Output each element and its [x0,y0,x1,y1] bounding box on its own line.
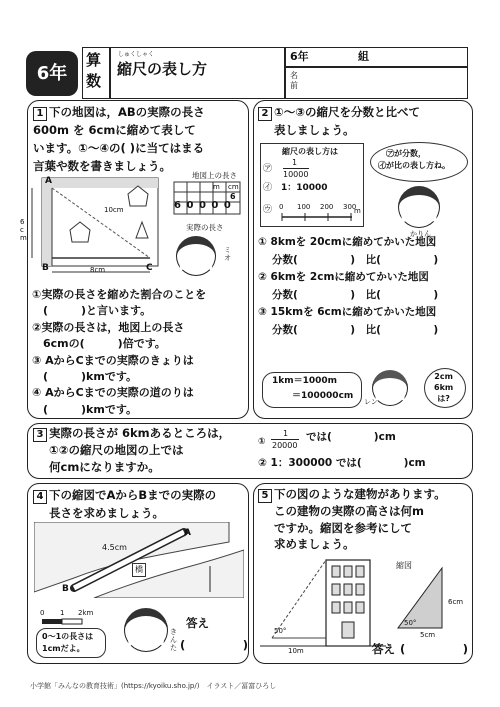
q1-items [32,287,206,418]
title-ruby: しゅくしゃく [118,51,155,58]
scale-tick-100: 100 [297,203,311,211]
karin-character [398,186,440,228]
q5-line: 求めましょう。 [274,537,355,551]
q1-item: ④ AからCまでの実際の道のりは [32,386,194,400]
q2-scale-bar [280,212,360,222]
map-diag-label: 10cm [104,206,124,214]
q4-scale-tick-2: 2km [78,609,94,617]
scale-unit-m: m [354,207,361,215]
map-point-c: C [146,263,153,273]
scale-fraction-num: 1 [292,158,298,167]
q5-tri-base: 5cm [420,631,436,639]
digit: 0 [211,200,224,211]
q5-line: 下の図のような建物があります。 [274,487,446,501]
ren-name: レン [364,398,378,406]
class-label: 6年 [290,50,309,63]
map-side-label: 6cm [20,218,27,242]
kinta-name: きんた [170,628,177,652]
q2-answer-blank[interactable]: 分数( ) 比( ) [272,253,439,266]
page-title: 縮尺の表し方 [117,60,208,78]
q1-line: 下の地図は，ABの実際の長さ [49,105,205,119]
note-line: 0～1の長さは [42,632,94,641]
q4-prompt [33,486,216,522]
q2-number: 2 [258,107,272,121]
name-section-divider [284,47,286,99]
q5-ground-label: 10m [288,647,304,655]
q3-a1-num: 1 [283,429,289,438]
q3-prompt [33,425,230,476]
q3-a2-answer[interactable]: ② 1：300000 では( )cm [258,457,426,469]
q3-a1-answer[interactable]: では( )cm [306,431,396,443]
q4-line: 下の縮図でAからBまでの実際の [49,488,217,502]
q3-line: 何cmになりますか。 [49,460,160,474]
scale-ratio: 1：10000 [281,183,328,193]
mark-u: ㋒ [263,205,273,215]
title-divider [109,47,111,99]
scale-tick-0: 0 [279,203,284,211]
bubble-line: は? [437,394,450,403]
scale-caption-top: 地図上の長さ [192,171,237,180]
mark-a: ㋐ [263,164,273,174]
digit: 6 [174,200,187,211]
q2-answer-blank[interactable]: 分数( ) 比( ) [272,323,439,336]
bubble-line: 2cm [434,372,453,381]
q5-line: ですか。縮図を参考にして [274,520,412,535]
q2-prompt [258,103,420,139]
bubble-line-2: ㋑が比の表し方ね。 [378,161,450,170]
q2-items [258,234,438,339]
q5-tri-height: 6cm [448,598,464,606]
mio-character [176,236,216,276]
q3-a1-marker: ① [258,437,266,447]
ren-bubble-text [434,371,453,404]
map-point-b: B [42,263,49,273]
bubble-line-1: ㋐が分数， [386,149,426,158]
scale-box-title: 縮尺の表し方は [282,147,338,156]
note-line: 1cmだよ。 [42,644,85,653]
q1-item: ②実際の長さは，地図上の長さ [32,320,185,334]
q1-item: ③ AからCまでの実際のきょりは [32,353,194,367]
hint-line-1: 1km＝1000m [272,376,338,386]
q1-item: ①実際の長さを縮めた割合のことを [32,288,207,301]
q2-item: ② 6kmを 2cmに縮めてかいた地図 [258,271,429,283]
q4-number: 4 [33,490,47,504]
map-bottom-label: 8cm [90,266,106,274]
q3-a1-den: 20000 [272,441,298,450]
q3-line: ①②の縮尺の地図の上では [49,443,184,457]
q5-answer-blank[interactable]: ( ) [400,642,469,656]
scale-tick-300: 300 [343,203,357,211]
q4-vertical-scale [204,564,216,594]
q4-scale-tick-0: 0 [40,609,45,617]
name-label-1: 名 [290,71,298,80]
mio-name: ミオ [224,246,231,262]
q4-scale-tick-1: 1 [60,609,65,617]
name-field[interactable] [302,68,466,98]
q5-line: この建物の実際の高さは何m [274,504,424,518]
scale-unit-cm: cm [228,183,239,191]
name-label-2: 前 [290,81,298,90]
q3-line: 実際の長さが 6kmあるところは， [49,426,231,440]
q1-item-blank[interactable]: ( )kmです。 [32,402,137,416]
bubble-line: 6km [434,383,454,392]
q5-tri-angle: 50° [404,619,417,627]
q1-prompt [33,103,205,175]
map-point-a: A [45,176,52,186]
class-unit: 組 [358,50,369,63]
footer-credit: 小学館「みんなの教育技術」(https://kyoiku.sho.jp/) イラスト／冨富ひろし [30,682,277,690]
q2-line: ①～③の縮尺を分数と比べて [274,105,420,119]
hint-line-2: ＝100000cm [292,391,354,401]
q1-line: 600m を 6cmに縮めて表して [33,123,196,137]
scale-digit-top: 6 [230,192,236,201]
bridge-label: 橋 [132,563,146,577]
q1-item-blank[interactable]: ( )と言います。 [32,304,152,318]
q1-item-blank[interactable]: 6cmの( )倍です。 [32,337,166,351]
digit: 0 [186,200,199,211]
q4-point-a: A [184,528,191,538]
q2-item: ③ 15kmを 6cmに縮めてかいた地図 [258,306,437,318]
q2-item: ① 8kmを 20cmに縮めてかいた地図 [258,236,437,248]
karin-name: かりん [410,230,431,238]
q5-number: 5 [258,489,272,503]
q4-answer-label: 答え [186,616,209,630]
grade-badge: 6年 [26,51,78,96]
q3-number: 3 [33,428,47,442]
q5-shukuzu-label: 縮図 [396,561,412,570]
q5-building-figure [258,556,388,652]
q5-angle-label: 50° [274,627,287,635]
q2-answer-blank[interactable]: 分数( ) 比( ) [272,288,439,301]
kinta-character [124,608,168,652]
q4-line: 長さを求めましょう。 [49,506,164,520]
q4-answer-blank[interactable]: ( ) [180,638,249,652]
mark-i: ㋑ [263,183,273,193]
q2-line: 表しましょう。 [274,123,355,137]
q1-number: 1 [33,107,47,121]
scale-unit-m: m [213,183,220,191]
scale-digits [174,200,236,211]
q1-line: 言葉や数を書きましょう。 [33,159,171,173]
q4-length-label: 4.5cm [102,543,127,552]
scale-tick-200: 200 [320,203,334,211]
q4-point-b: B [62,584,69,594]
q1-line: います。①～④の( )に当てはまる [33,141,205,155]
q5-answer-label: 答え [372,642,395,656]
q5-prompt [258,486,446,553]
q1-item-blank[interactable]: ( )kmです。 [32,370,137,384]
digit: 0 [223,200,237,211]
q5-scale-triangle [394,564,454,634]
scale-fraction-den: 10000 [283,170,309,179]
subject-label: 算数 [86,51,102,90]
scale-caption-bottom: 実際の長さ [186,223,224,232]
q4-scale-note [42,631,93,655]
digit: 0 [198,200,212,211]
